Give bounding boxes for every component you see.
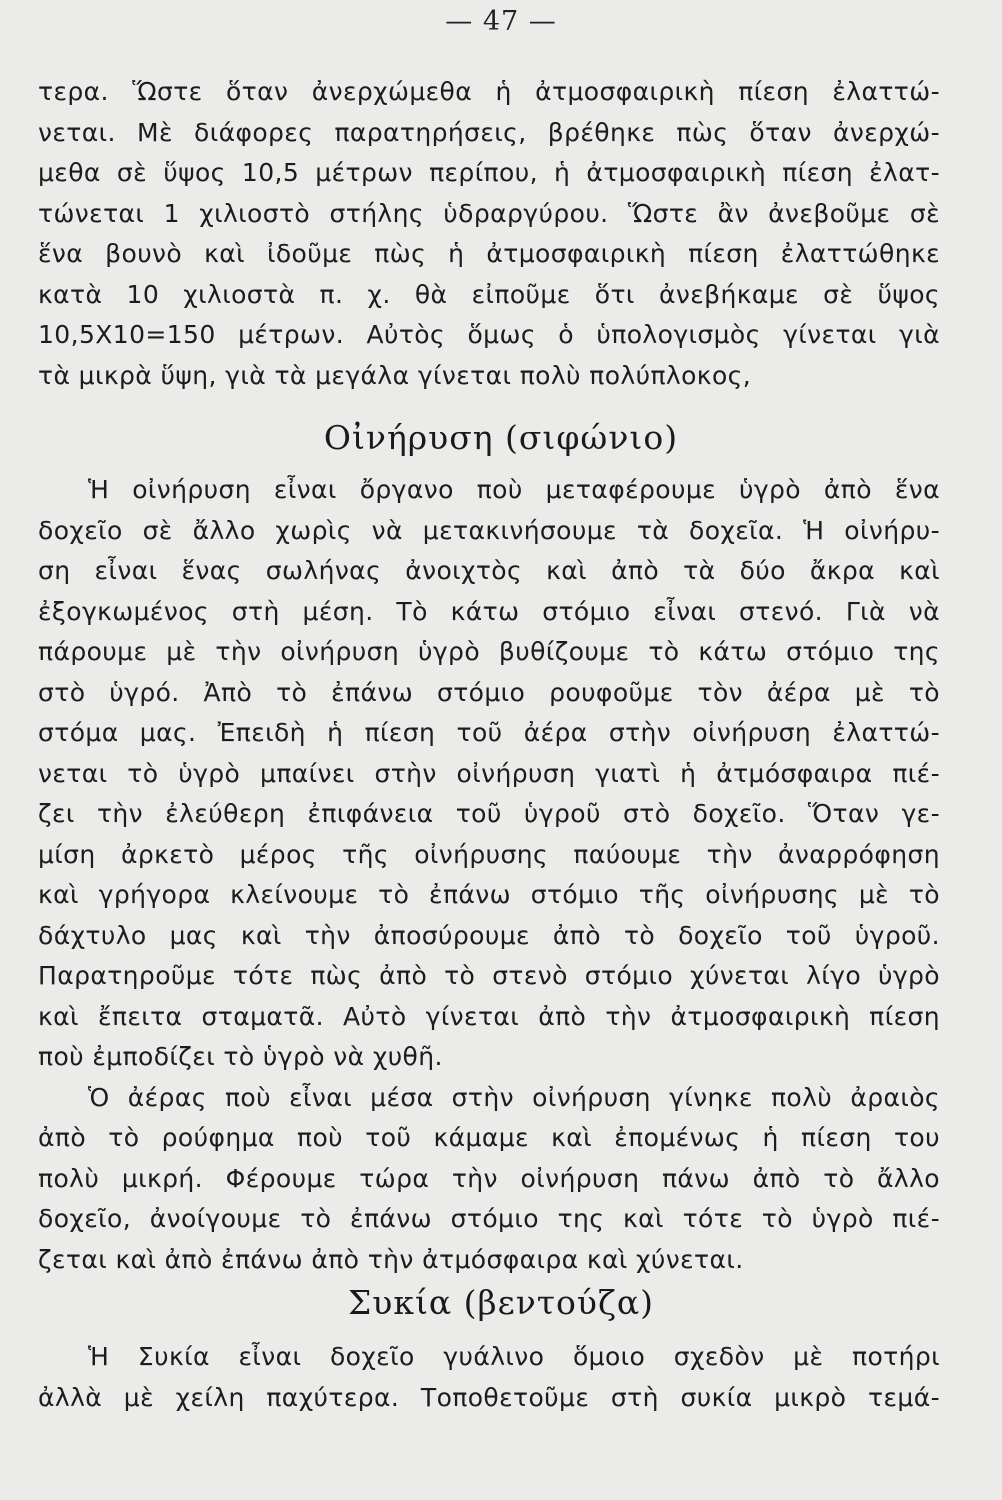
text-line: στὸ ὑγρό. Ἀπὸ τὸ ἐπάνω στόμιο ρουφοῦμε τὸν ἀέρα μὲ τὸ (38, 677, 940, 707)
section-heading-siphon: Οἰνήρυση (σιφώνιο) (323, 418, 679, 457)
text-line: καὶ ἔπειτα σταματᾶ. Αὐτὸ γίνεται ἀπὸ τὴν ἀτμοσφαιρικὴ πίεση (38, 1001, 940, 1031)
text-line: τὰ μικρὰ ὕψη, γιὰ τὰ μεγάλα γίνεται πολὺ πολύπλοκος, (38, 360, 752, 390)
text-line: 10,5Χ10=150 μέτρων. Αὐτὸς ὅμως ὁ ὑπολογισμὸς γίνεται γιὰ (38, 320, 940, 349)
text-line: Ὁ ἀέρας ποὺ εἶναι μέσα στὴν οἰνήρυση γίνηκε πολὺ ἀραιὸς (88, 1082, 940, 1112)
text-line: τερα. Ὥστε ὅταν ἀνερχώμεθα ἡ ἀτμοσφαιρικὴ πίεση ἐλαττώ- (38, 77, 940, 106)
text-line: ζει τὴν ἐλεύθερη ἐπιφάνεια τοῦ ὑγροῦ στὸ δοχεῖο. Ὅταν γε- (38, 799, 940, 828)
text-line: Ἡ Συκία εἶναι δοχεῖο γυάλινο ὅμοιο σχεδὸν μὲ ποτήρι (88, 1342, 940, 1371)
text-line: πάρουμε μὲ τὴν οἰνήρυση ὑγρὸ βυθίζουμε τὸ κάτω στόμιο της (38, 637, 940, 666)
text-line: κατὰ 10 χιλιοστὰ π. χ. θὰ εἰποῦμε ὅτι ἀνεβήκαμε σὲ ὕψος (38, 279, 940, 309)
text-line: Ἡ οἰνήρυση εἶναι ὄργανο ποὺ μεταφέρουμε ὑγρὸ ἀπὸ ἕνα (88, 475, 940, 504)
text-line: ποὺ ἐμποδίζει τὸ ὑγρὸ νὰ χυθῆ. (38, 1042, 443, 1071)
text-line: ση εἶναι ἕνας σωλήνας ἀνοιχτὸς καὶ ἀπὸ τὰ δύο ἄκρα καὶ (38, 556, 940, 585)
text-line: μεθα σὲ ὕψος 10,5 μέτρων περίπου, ἡ ἀτμοσφαιρικὴ πίεση ἐλατ- (38, 158, 940, 187)
text-line: τώνεται 1 χιλιοστὸ στήλης ὑδραργύρου. Ὥστε ἂν ἀνεβοῦμε σὲ (38, 198, 940, 228)
text-line: δοχεῖο σὲ ἄλλο χωρὶς νὰ μετακινήσουμε τὰ δοχεῖα. Ἡ οἰνήρυ- (38, 515, 940, 545)
page-number: — 47 — (445, 6, 557, 37)
section-heading-sikia: Συκία (βεντούζα) (347, 1283, 655, 1322)
text-line: νεται τὸ ὑγρὸ μπαίνει στὴν οἰνήρυση γιατὶ ἡ ἀτμόσφαιρα πιέ- (38, 758, 940, 788)
text-line: δοχεῖο, ἀνοίγουμε τὸ ἐπάνω στόμιο της καὶ τότε τὸ ὑγρὸ πιέ- (38, 1204, 940, 1233)
intro-paragraph (38, 72, 940, 396)
sikia-section-body (38, 1337, 940, 1418)
siphon-section-body (38, 470, 940, 1280)
text-line: Παρατηροῦμε τότε πὼς ἀπὸ τὸ στενὸ στόμιο χύνεται λίγο ὑγρὸ (38, 961, 940, 990)
text-line: ἀπὸ τὸ ρούφημα ποὺ τοῦ κάμαμε καὶ ἐπομένως ἡ πίεση του (38, 1123, 940, 1152)
text-line: νεται. Μὲ διάφορες παρατηρήσεις, βρέθηκε πὼς ὅταν ἀνερχώ- (38, 117, 940, 147)
text-line: πολὺ μικρή. Φέρουμε τώρα τὴν οἰνήρυση πάνω ἀπὸ τὸ ἄλλο (38, 1163, 940, 1193)
text-line: ἐξογκωμένος στὴ μέση. Τὸ κάτω στόμιο εἶναι στενό. Γιὰ νὰ (38, 596, 940, 626)
text-line: μίση ἀρκετὸ μέρος τῆς οἰνήρυσης παύουμε τὴν ἀναρρόφηση (38, 839, 940, 869)
text-line: δάχτυλο μας καὶ τὴν ἀποσύρουμε ἀπὸ τὸ δοχεῖο τοῦ ὑγροῦ. (38, 920, 940, 950)
text-line: καὶ γρήγορα κλείνουμε τὸ ἐπάνω στόμιο τῆς οἰνήρυσης μὲ τὸ (38, 880, 940, 909)
text-line: ζεται καὶ ἀπὸ ἐπάνω ἀπὸ τὴν ἀτμόσφαιρα καὶ χύνεται. (38, 1244, 744, 1274)
text-line: ἀλλὰ μὲ χείλη παχύτερα. Τοποθετοῦμε στὴ συκία μικρὸ τεμά- (38, 1382, 940, 1412)
text-line: στόμα μας. Ἐπειδὴ ἡ πίεση τοῦ ἀέρα στὴν οἰνήρυση ἐλαττώ- (38, 718, 940, 747)
text-line: ἕνα βουνὸ καὶ ἰδοῦμε πὼς ἡ ἀτμοσφαιρικὴ πίεση ἐλαττώθηκε (38, 239, 940, 268)
